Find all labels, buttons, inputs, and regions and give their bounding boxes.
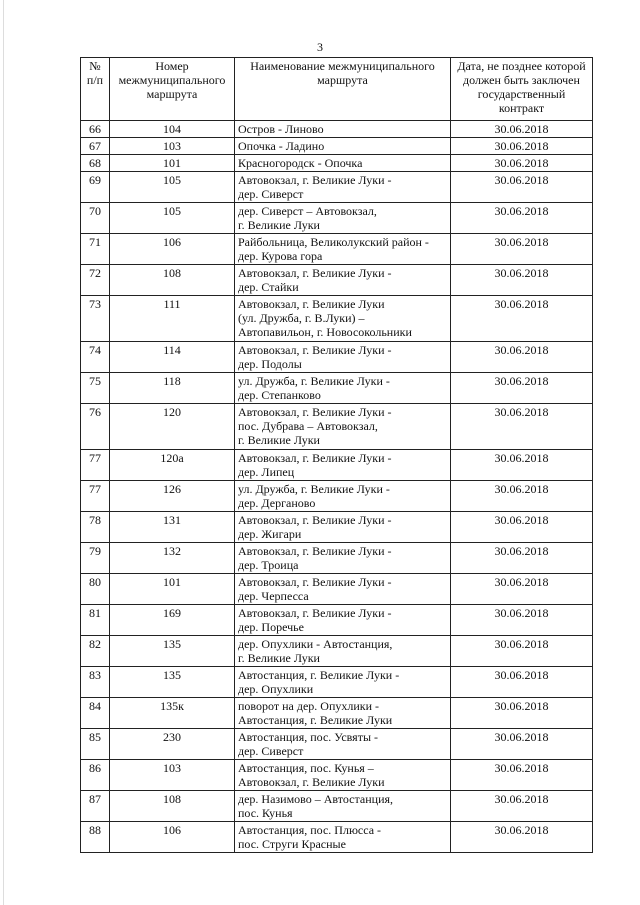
route-name-line: дер. Поречье [238,620,304,634]
route-code: 230 [110,729,235,760]
contract-date: 30.06.2018 [451,667,593,698]
route-name [235,373,451,404]
route-name-line: дер. Троица [238,558,299,572]
contract-date: 30.06.2018 [451,404,593,450]
row-number: 67 [81,138,110,155]
table-row [81,265,593,296]
route-name [235,155,451,172]
table-row [81,450,593,481]
route-name-line: Автовокзал, г. Великие Луки - [238,266,392,280]
route-name [235,404,451,450]
table-row [81,636,593,667]
route-name-line: Автовокзал, г. Великие Луки [238,775,385,789]
route-name [235,698,451,729]
route-code: 169 [110,605,235,636]
table-row [81,296,593,342]
route-name-line: Автовокзал, г. Великие Луки - [238,575,392,589]
table-row [81,729,593,760]
route-name-line: дер. Сиверст [238,187,304,201]
table-row [81,373,593,404]
route-code: 104 [110,121,235,138]
row-number: 80 [81,574,110,605]
header-num: № п/п [81,58,110,121]
table-row [81,342,593,373]
route-name-line: дер. Сиверст – Автовокзал, [238,204,377,218]
route-code: 103 [110,138,235,155]
route-name [235,203,451,234]
row-number: 86 [81,760,110,791]
route-name-line: Автовокзал, г. Великие Луки [238,297,385,311]
row-number: 72 [81,265,110,296]
table-row [81,138,593,155]
route-code: 135к [110,698,235,729]
route-name-line: дер. Сиверст [238,744,304,758]
route-name-line: дер. Степанково [238,388,321,402]
route-name [235,234,451,265]
row-number: 71 [81,234,110,265]
route-name [235,265,451,296]
contract-date: 30.06.2018 [451,729,593,760]
contract-date: 30.06.2018 [451,543,593,574]
route-name [235,822,451,853]
row-number: 74 [81,342,110,373]
route-code: 120 [110,404,235,450]
route-name [235,450,451,481]
row-number: 84 [81,698,110,729]
routes-table [80,57,593,853]
route-name-line: пос. Кунья [238,806,293,820]
table-row [81,574,593,605]
row-number: 85 [81,729,110,760]
table-row [81,172,593,203]
route-name-line: пос. Струги Красные [238,837,346,851]
table-row [81,234,593,265]
route-name-line: Автопавильон, г. Новосокольники [238,325,412,339]
table-header-row [81,58,593,121]
table-row [81,791,593,822]
route-name [235,791,451,822]
route-name [235,172,451,203]
contract-date: 30.06.2018 [451,138,593,155]
route-name-line: Автостанция, пос. Плюсса - [238,823,382,837]
route-code: 105 [110,203,235,234]
route-name [235,543,451,574]
route-name-line: г. Великие Луки [238,651,320,665]
route-name [235,760,451,791]
route-name-line: Остров - Линово [238,122,324,136]
route-name [235,667,451,698]
route-name-line: дер. Жигари [238,527,302,541]
row-number: 70 [81,203,110,234]
route-name-line: пос. Дубрава – Автовокзал, [238,419,378,433]
route-name-line: (ул. Дружба, г. В.Луки) – [238,311,365,325]
row-number: 76 [81,404,110,450]
route-code: 101 [110,155,235,172]
row-number: 83 [81,667,110,698]
contract-date: 30.06.2018 [451,203,593,234]
route-name [235,481,451,512]
route-code: 135 [110,636,235,667]
row-number: 82 [81,636,110,667]
route-name-line: Автовокзал, г. Великие Луки - [238,173,392,187]
contract-date: 30.06.2018 [451,342,593,373]
route-name-line: г. Великие Луки [238,218,320,232]
contract-date: 30.06.2018 [451,636,593,667]
route-name-line: Автостанция, пос. Усвяты - [238,730,379,744]
route-code: 106 [110,234,235,265]
route-name-line: Красногородск - Опочка [238,156,363,170]
route-name [235,121,451,138]
contract-date: 30.06.2018 [451,791,593,822]
contract-date: 30.06.2018 [451,605,593,636]
row-number: 69 [81,172,110,203]
route-name-line: дер. Липец [238,465,295,479]
row-number: 81 [81,605,110,636]
table-row [81,203,593,234]
contract-date: 30.06.2018 [451,265,593,296]
contract-date: 30.06.2018 [451,234,593,265]
contract-date: 30.06.2018 [451,822,593,853]
route-code: 108 [110,791,235,822]
row-number: 88 [81,822,110,853]
contract-date: 30.06.2018 [451,450,593,481]
header-route-code: Номер межмуниципального маршрута [110,58,235,121]
table-row [81,481,593,512]
table-row [81,822,593,853]
table-row [81,155,593,172]
route-name-line: Автовокзал, г. Великие Луки - [238,343,392,357]
row-number: 87 [81,791,110,822]
contract-date: 30.06.2018 [451,373,593,404]
contract-date: 30.06.2018 [451,574,593,605]
route-code: 126 [110,481,235,512]
route-name-line: Автовокзал, г. Великие Луки - [238,544,392,558]
route-code: 114 [110,342,235,373]
route-code: 105 [110,172,235,203]
header-contract-date: Дата, не позднее которой должен быть заключен государственный контракт [451,58,593,121]
route-name-line: дер. Стайки [238,280,299,294]
contract-date: 30.06.2018 [451,481,593,512]
route-name-line: Райбольница, Великолукский район - [238,235,429,249]
route-name-line: Опочка - Ладино [238,139,325,153]
route-name-line: дер. Опухлики - Автостанция, [238,637,393,651]
row-number: 79 [81,543,110,574]
table-row [81,698,593,729]
route-name-line: Автовокзал, г. Великие Луки - [238,451,392,465]
route-name-line: Автостанция, г. Великие Луки [238,713,393,727]
contract-date: 30.06.2018 [451,155,593,172]
route-name-line: дер. Опухлики [238,682,314,696]
route-code: 120а [110,450,235,481]
row-number: 75 [81,373,110,404]
route-code: 108 [110,265,235,296]
route-name-line: ул. Дружба, г. Великие Луки - [238,374,390,388]
route-name-line: ул. Дружба, г. Великие Луки - [238,482,390,496]
row-number: 73 [81,296,110,342]
route-code: 101 [110,574,235,605]
table-row [81,543,593,574]
route-name-line: дер. Подолы [238,357,302,371]
table-row [81,605,593,636]
header-route-name: Наименование межмуниципального маршрута [235,58,451,121]
table-row [81,760,593,791]
row-number: 68 [81,155,110,172]
row-number: 78 [81,512,110,543]
row-number: 66 [81,121,110,138]
contract-date: 30.06.2018 [451,296,593,342]
route-name [235,729,451,760]
scan-edge-mark [3,0,4,905]
route-name [235,636,451,667]
route-name-line: дер. Черпесса [238,589,309,603]
route-name-line: Автостанция, г. Великие Луки - [238,668,400,682]
route-name [235,574,451,605]
route-name [235,342,451,373]
contract-date: 30.06.2018 [451,121,593,138]
route-name-line: г. Великие Луки [238,433,320,447]
route-name [235,296,451,342]
contract-date: 30.06.2018 [451,172,593,203]
contract-date: 30.06.2018 [451,760,593,791]
row-number: 77 [81,450,110,481]
route-name-line: дер. Дерганово [238,496,316,510]
page-number: 3 [317,40,323,54]
route-code: 132 [110,543,235,574]
table-row [81,404,593,450]
route-code: 135 [110,667,235,698]
route-name-line: дер. Назимово – Автостанция, [238,792,394,806]
route-code: 103 [110,760,235,791]
route-name-line: Автовокзал, г. Великие Луки - [238,405,392,419]
table-body [81,121,593,853]
route-name-line: Автостанция, пос. Кунья – [238,761,374,775]
route-name-line: Автовокзал, г. Великие Луки - [238,513,392,527]
route-name [235,512,451,543]
route-name [235,605,451,636]
contract-date: 30.06.2018 [451,698,593,729]
route-code: 106 [110,822,235,853]
route-code: 131 [110,512,235,543]
route-name-line: дер. Курова гора [238,249,323,263]
contract-date: 30.06.2018 [451,512,593,543]
route-code: 118 [110,373,235,404]
table-row [81,121,593,138]
row-number: 77 [81,481,110,512]
route-code: 111 [110,296,235,342]
table-row [81,512,593,543]
route-name-line: поворот на дер. Опухлики - [238,699,380,713]
route-name [235,138,451,155]
route-name-line: Автовокзал, г. Великие Луки - [238,606,392,620]
table-row [81,667,593,698]
